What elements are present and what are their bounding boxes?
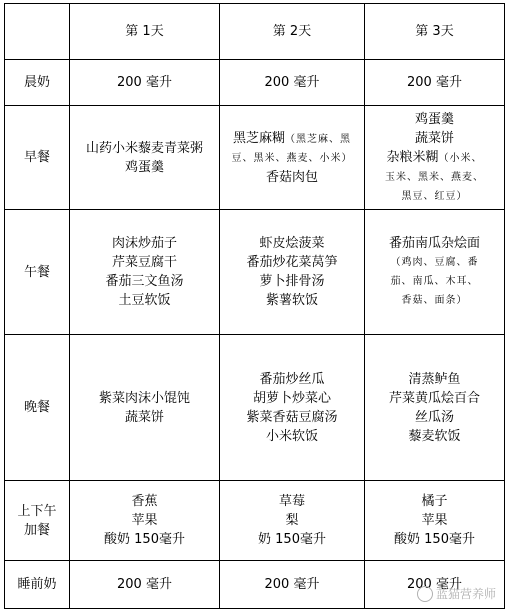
ingredients-note: 茄、南瓜、木耳、 xyxy=(390,276,479,287)
cell: 200 毫升 xyxy=(70,561,220,609)
day-2-header: 第 2天 xyxy=(220,4,365,60)
ingredients-note: （黑芝麻、黑 xyxy=(285,133,351,145)
morning-milk-row xyxy=(5,60,505,106)
dish: 丝瓜汤 xyxy=(414,409,454,425)
cell xyxy=(220,481,365,561)
dish: 土豆软饭 xyxy=(118,293,171,308)
header-row xyxy=(5,4,505,60)
dish: 番茄炒丝瓜 xyxy=(259,371,325,387)
cell xyxy=(365,106,505,210)
ingredients-note: 黑豆、红豆） xyxy=(401,190,468,202)
dish: 奶 150毫升 xyxy=(258,532,326,547)
dish: 紫薯软饭 xyxy=(265,293,318,308)
dish: 苹果 xyxy=(131,513,158,528)
row-label: 睡前奶 xyxy=(5,561,70,609)
dish: 山药小米藜麦青菜粥 xyxy=(85,140,203,156)
dish: 胡萝卜炒菜心 xyxy=(252,390,331,406)
cell xyxy=(365,335,505,481)
cell: 200 毫升 xyxy=(70,60,220,106)
day-3-header: 第 3天 xyxy=(365,4,505,60)
day-1-header: 第 1天 xyxy=(70,4,220,60)
dish: 橘子 xyxy=(421,494,448,509)
lunch-row xyxy=(5,210,505,335)
dish: 杂粮米糊 xyxy=(386,149,439,165)
dish: 番茄南瓜杂烩面 xyxy=(388,236,480,251)
cell xyxy=(70,481,220,561)
dish: 萝卜排骨汤 xyxy=(259,274,325,289)
ingredients-note: （小米、 xyxy=(438,152,483,164)
dish: 肉沫炒茄子 xyxy=(111,236,177,251)
dish: 芹菜黄瓜烩百合 xyxy=(388,390,480,406)
dish: 苹果 xyxy=(421,513,448,528)
cell xyxy=(365,210,505,335)
meal-plan xyxy=(4,3,504,608)
row-label xyxy=(5,481,70,561)
dish: 梨 xyxy=(285,513,299,528)
cell xyxy=(220,335,365,481)
dish: 草莓 xyxy=(278,494,305,509)
dinner-row xyxy=(5,335,505,481)
dish: 酸奶 150毫升 xyxy=(104,532,185,547)
snack-row xyxy=(5,481,505,561)
cell xyxy=(365,481,505,561)
ingredients-note: （鸡肉、豆腐、番 xyxy=(390,257,479,268)
dish: 蔬菜饼 xyxy=(414,130,454,146)
dish: 芹菜豆腐干 xyxy=(111,255,177,270)
dish: 香蕉 xyxy=(131,494,158,509)
cell xyxy=(220,210,365,335)
ingredients-note: 香菇、面条） xyxy=(401,295,468,306)
cell: 200 毫升 xyxy=(220,561,365,609)
corner-cell xyxy=(5,4,70,60)
dish: 鸡蛋羹 xyxy=(414,111,454,127)
cell xyxy=(70,210,220,335)
cell: 200 毫升 xyxy=(220,60,365,106)
cell: 200 毫升 xyxy=(365,561,505,609)
dish: 黑芝麻糊 xyxy=(232,130,285,146)
ingredients-note: 玉米、黑米、燕麦、 xyxy=(385,171,484,183)
wechat-circle-icon xyxy=(417,586,433,602)
ingredients-note: 豆、黑米、燕麦、小米） xyxy=(231,152,353,164)
dish: 藜麦软饭 xyxy=(408,428,461,444)
row-label-line: 加餐 xyxy=(23,522,50,538)
row-label: 早餐 xyxy=(5,106,70,210)
cell: 200 毫升 xyxy=(365,60,505,106)
row-label: 午餐 xyxy=(5,210,70,335)
row-label-line: 上下午 xyxy=(17,503,57,519)
dish: 虾皮烩菠菜 xyxy=(259,236,325,251)
dish: 紫菜香菇豆腐汤 xyxy=(246,409,338,425)
meal-plan-table xyxy=(4,3,505,609)
dish: 蔬菜饼 xyxy=(124,409,164,425)
breakfast-row xyxy=(5,106,505,210)
dish: 紫菜肉沫小馄饨 xyxy=(98,390,190,406)
cell xyxy=(70,335,220,481)
dish: 酸奶 150毫升 xyxy=(394,532,475,547)
dish: 鸡蛋羹 xyxy=(124,159,164,175)
dish: 清蒸鲈鱼 xyxy=(408,371,461,387)
dish: 番茄三文鱼汤 xyxy=(105,274,184,289)
dish: 香菇肉包 xyxy=(265,169,318,185)
row-label: 晚餐 xyxy=(5,335,70,481)
row-label: 晨奶 xyxy=(5,60,70,106)
cell xyxy=(70,106,220,210)
watermark xyxy=(417,585,496,602)
watermark-text: 蓝猫营养师 xyxy=(435,587,496,601)
dish: 小米软饭 xyxy=(265,428,318,444)
dish: 番茄炒花菜莴笋 xyxy=(246,255,338,270)
cell xyxy=(220,106,365,210)
